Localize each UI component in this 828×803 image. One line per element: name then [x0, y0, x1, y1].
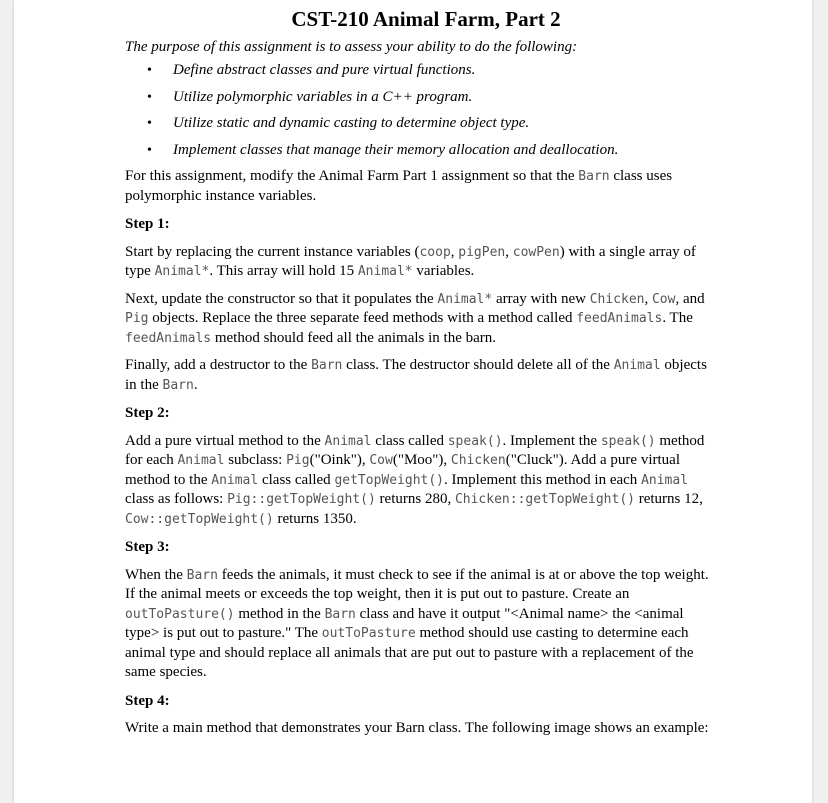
step3-paragraph: When the Barn feeds the animals, it must check to see if the animal is at or above the top weight. If the animal meets or exceeds the top weight, then it is put out to pasture. Create an outToPasture() method in the Barn class and have it output "<Animal name> the <animal type> is put out to pasture." The outToPasture method should use casting to determine each animal type and should replace all animals that are put out to pasture with a replacement of the same species. — [125, 566, 709, 680]
step2-paragraph: Add a pure virtual method to the Animal class called speak(). Implement the speak() method for each Animal subclass: Pig("Oink"), Cow("Moo"), Chicken("Cluck"). Add a pure virtual method to the Animal class called getTopWeight(). Implement this method in each Animal class as follows: Pig::getTopWeight() returns 280, Chicken::getTopWeight() returns 12, Cow::getTopWeight() returns 1350. — [125, 432, 705, 527]
list-item: • Implement classes that manage their memory allocation and deallocation. — [147, 141, 619, 158]
page-title: CST-210 Animal Farm, Part 2 — [291, 7, 561, 31]
document-page — [14, 0, 812, 803]
intro-text: The purpose of this assignment is to assess your ability to do the following: — [125, 39, 578, 55]
list-item: • Utilize polymorphic variables in a C++ program. — [147, 88, 473, 105]
step2-heading: Step 2: — [125, 405, 170, 421]
step1-heading: Step 1: — [125, 216, 170, 232]
document-content — [125, 6, 715, 739]
code-barn: Barn — [578, 169, 610, 184]
bullet: • — [147, 142, 152, 158]
objectives-list — [125, 61, 715, 160]
step4-paragraph: Write a main method that demonstrates your Barn class. The following image shows an example: — [125, 720, 709, 736]
bullet: • — [147, 89, 152, 105]
step1-paragraph-1: Start by replacing the current instance variables (coop, pigPen, cowPen) with a single array of type Animal*. This array will hold 15 Animal* variables. — [125, 243, 696, 279]
step4-heading: Step 4: — [125, 692, 170, 709]
list-item: • Define abstract classes and pure virtual functions. — [147, 62, 476, 78]
bullet: • — [147, 116, 152, 131]
assignment-paragraph: For this assignment, modify the Animal Farm Part 1 assignment so that the Barn class uses polymorphic instance variables. — [125, 168, 673, 204]
step1-paragraph-3: Finally, add a destructor to the Barn class. The destructor should delete all of the Animal objects in the Barn. — [125, 357, 707, 393]
step3-heading: Step 3: — [125, 539, 170, 555]
list-item: • Utilize static and dynamic casting to determine object type. — [147, 115, 530, 131]
bullet: • — [147, 63, 152, 78]
step1-paragraph-2: Next, update the constructor so that it populates the Animal* array with new Chicken, Cow, and Pig objects. Replace the three separate feed methods with a method called feedAnimals. The feedAnimals method should feed all the animals in the barn. — [125, 290, 705, 346]
